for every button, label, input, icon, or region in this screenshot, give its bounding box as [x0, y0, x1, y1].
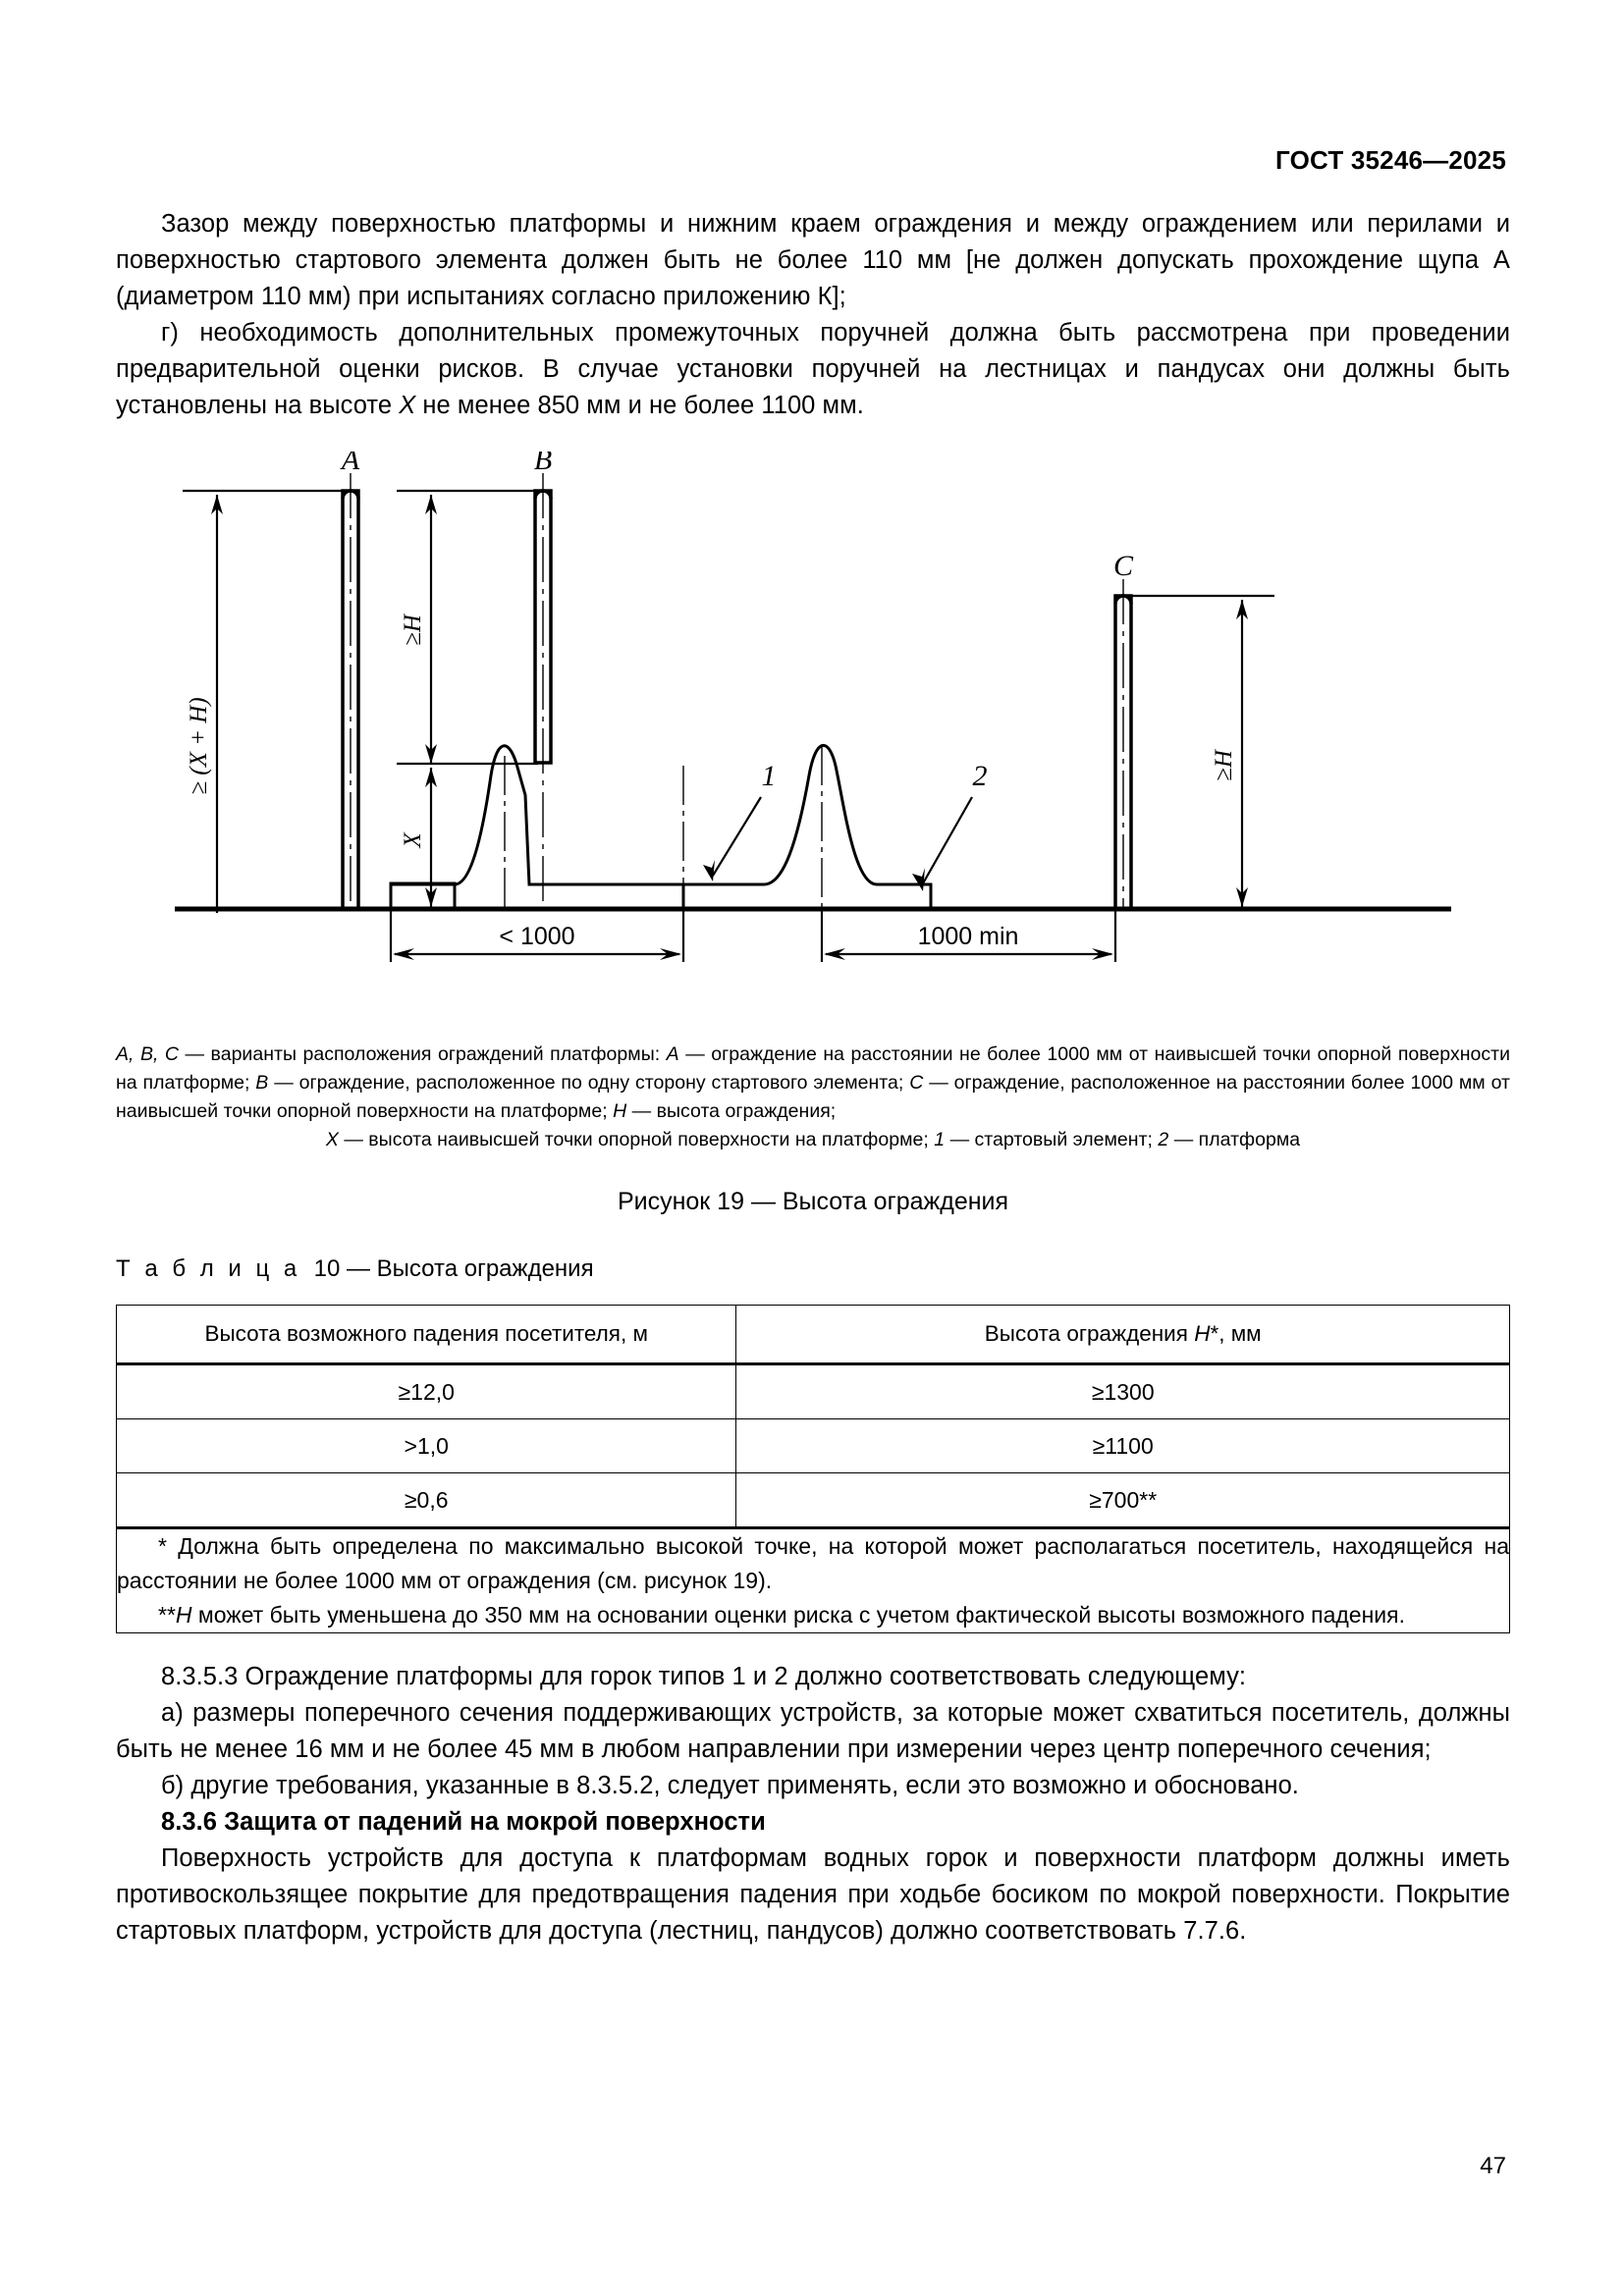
figure-label-c: C	[1112, 550, 1134, 582]
dimension-label-h-b: ≥H	[400, 614, 426, 646]
col2-post: *, мм	[1210, 1321, 1262, 1346]
table-row	[117, 1364, 1510, 1419]
page-content	[116, 206, 1510, 1949]
paragraph-gap-requirement: Зазор между поверхностью платформы и нижним краем ограждения и между ограждением или перилами и поверхностью стартового элемента должен быть не более 110 мм [не должен допускать прохождение щупа А (диаметром 110 мм) при испытаниях согласно приложению К];	[116, 210, 1510, 310]
paragraph-8-3-5-3-b: б) другие требования, указанные в 8.3.5.2, следует применять, если это возможно и обосновано.	[161, 1772, 1299, 1799]
paragraph-8-3-6: Поверхность устройств для доступа к платформам водных горок и поверхности платформ должны иметь противоскользящее покрытие для предотвращения падения при ходьбе босиком по мокрой поверхности. Покрытие стартовых платформ, устройств для доступа (лестниц, пандусов) должно соответствовать 7.7.6.	[116, 1844, 1510, 1945]
dimension-label-x-plus-h: ≥ (X + H)	[186, 697, 212, 795]
table-10-title	[116, 1255, 1510, 1283]
leader-line-2	[923, 797, 972, 883]
figure-19	[116, 452, 1510, 1041]
footnote-2-variable-h: H	[175, 1602, 192, 1628]
running-header-standard-number: ГОСТ 35246—2025	[1275, 145, 1506, 175]
table-footnotes	[117, 1528, 1510, 1633]
legend-text-7: — стартовый элемент;	[945, 1129, 1159, 1150]
legend-c: C	[909, 1072, 924, 1094]
cell-fall-height: >1,0	[117, 1419, 736, 1473]
cell-fall-height: ≥12,0	[117, 1364, 736, 1419]
cell-barrier-height: ≥1300	[736, 1364, 1510, 1419]
cell-barrier-height: ≥700**	[736, 1473, 1510, 1528]
figure-callout-1: 1	[761, 760, 777, 792]
dimension-label-1000-min: 1000 min	[917, 923, 1019, 950]
figure-19-legend	[116, 1041, 1510, 1154]
dimension-label-less-1000: < 1000	[499, 923, 575, 950]
leader-line-1	[713, 797, 761, 876]
paragraph-handrails	[116, 315, 1510, 424]
column-header-barrier-height	[736, 1306, 1510, 1364]
start-element-profile-left	[391, 746, 683, 909]
col2-pre: Высота ограждения	[984, 1321, 1195, 1346]
legend-text-2: — ограждение на расстоянии не более 1000 мм от наивысшей точки опорной поверхности на платформе;	[116, 1043, 1510, 1094]
footnote-2-marker: **	[158, 1602, 176, 1628]
figure-19-drawing	[116, 452, 1510, 1021]
legend-text-4: — ограждение, расположенное на расстоянии более 1000 мм от наивысшей точки опорной поверхности на платформе;	[116, 1072, 1510, 1122]
legend-text-3: — ограждение, расположенное по одну сторону стартового элемента;	[268, 1072, 910, 1094]
legend-x: X	[325, 1129, 339, 1150]
legend-2: 2	[1158, 1129, 1169, 1150]
figure-callout-2: 2	[972, 760, 988, 792]
legend-last-line	[116, 1126, 1510, 1154]
table-title-spacer	[300, 1255, 313, 1282]
paragraph-8-3-5-3-a: а) размеры поперечного сечения поддерживающих устройств, за которые может схватиться посетитель, должны быть не менее 16 мм и не более 45 мм в любом направлении при измерении через центр поперечного сечения;	[116, 1699, 1510, 1763]
figure-19-caption: Рисунок 19 — Высота ограждения	[617, 1188, 1009, 1215]
paragraph-handrails-pre: г) необходимость дополнительных промежуточных поручней должна быть рассмотрена при проведении предварительной оценки рисков. В случае установки поручней на лестницах и пандусах они должны быть установлены на высоте	[116, 319, 1510, 419]
legend-b: B	[255, 1072, 269, 1094]
dimension-label-h-c: ≥H	[1211, 750, 1237, 781]
legend-text-8: — платформа	[1168, 1129, 1301, 1150]
legend-a: A	[666, 1043, 679, 1065]
dimension-label-x: X	[400, 832, 426, 848]
cell-barrier-height: ≥1100	[736, 1419, 1510, 1473]
legend-1: 1	[934, 1129, 946, 1150]
barrier-post-c	[1115, 579, 1131, 909]
page-number: 47	[1480, 2153, 1506, 2179]
legend-h: H	[613, 1100, 627, 1122]
table-row	[117, 1473, 1510, 1528]
legend-text-5: — высота ограждения;	[626, 1100, 837, 1122]
barrier-post-a	[343, 473, 358, 909]
figure-label-b: B	[533, 452, 553, 476]
heading-8-3-6: 8.3.6 Защита от падений на мокрой поверхности	[161, 1808, 766, 1836]
col2-variable-h: H	[1194, 1321, 1211, 1346]
platform-slab-left	[391, 883, 455, 909]
paragraph-handrails-post: не менее 850 мм и не более 1100 мм.	[415, 392, 864, 419]
legend-text-6: — высота наивысшей точки опорной поверхности на платформе;	[338, 1129, 935, 1150]
table-row	[117, 1419, 1510, 1473]
table-header-row	[117, 1306, 1510, 1364]
table-title-rest: 10 — Высота ограждения	[313, 1255, 594, 1282]
footnote-1: * Должна быть определена по максимально высокой точке, на которой может располагаться посетитель, находящейся на расстоянии не более 1000 мм от ограждения (см. рисунок 19).	[117, 1533, 1509, 1593]
cell-fall-height: ≥0,6	[117, 1473, 736, 1528]
figure-label-a: A	[341, 452, 360, 476]
footnote-2-text: может быть уменьшена до 350 мм на основании оценки риска с учетом фактической высоты возможного падения.	[191, 1602, 1405, 1628]
table-10-barrier-height	[116, 1305, 1510, 1633]
table-notes-row	[117, 1528, 1510, 1633]
table-title-prefix: Т а б л и ц а	[116, 1255, 301, 1282]
paragraph-8-3-5-3: 8.3.5.3 Ограждение платформы для горок типов 1 и 2 должно соответствовать следующему:	[161, 1663, 1247, 1690]
variable-x-inline: X	[399, 392, 416, 419]
leader-arrow-2	[912, 868, 925, 891]
legend-abc: A, B, C	[116, 1043, 180, 1065]
leader-arrow-1	[703, 860, 715, 881]
column-header-fall-height: Высота возможного падения посетителя, м	[117, 1306, 736, 1364]
start-element-profile-right	[683, 745, 931, 909]
footnote-2	[117, 1598, 1509, 1632]
legend-text-1: — варианты расположения ограждений платформы:	[179, 1043, 667, 1065]
barrier-post-b	[535, 473, 551, 909]
